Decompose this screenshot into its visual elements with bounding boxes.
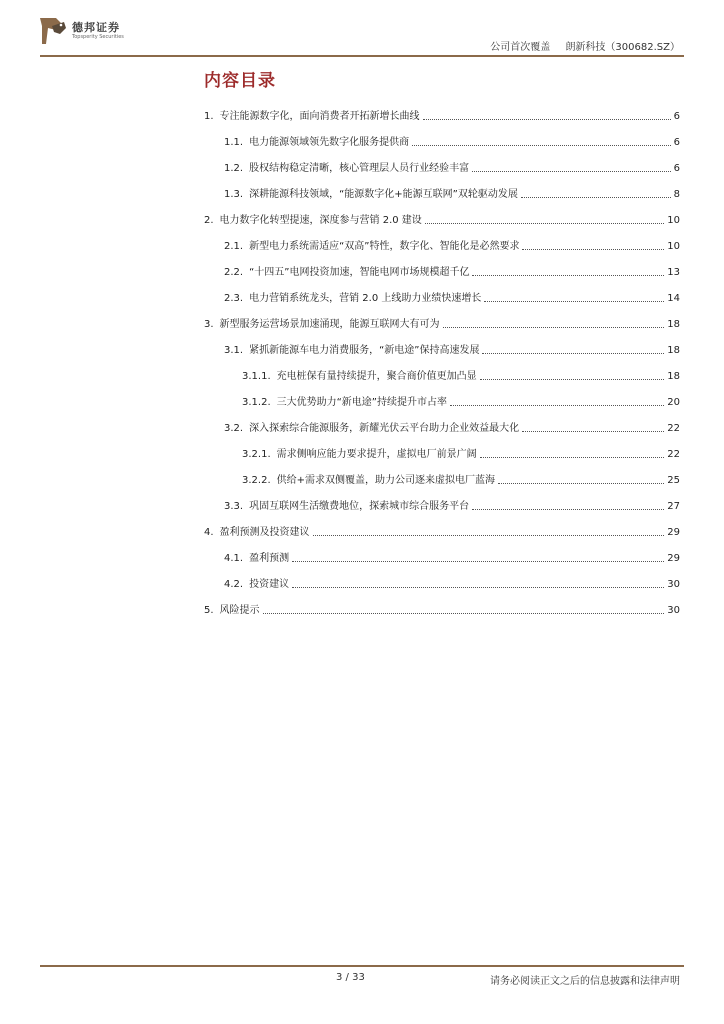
toc-entry[interactable] <box>224 159 680 175</box>
toc-page: 27 <box>667 501 680 512</box>
toc-title: 内容目录 <box>204 71 276 91</box>
toc-text: 盈利预测及投资建议 <box>219 527 310 538</box>
toc-text: 深耕能源科技领域，“能源数字化+能源互联网”双轮驱动发展 <box>249 189 518 200</box>
toc-text: 风险提示 <box>219 605 260 616</box>
toc-page: 22 <box>667 423 680 434</box>
toc-page: 20 <box>667 397 680 408</box>
toc-page: 6 <box>673 137 680 148</box>
company-ticker: 朗新科技（300682.SZ） <box>565 42 680 53</box>
toc-number: 3.1. <box>224 345 244 356</box>
toc-entry[interactable] <box>224 263 680 279</box>
toc-text: 专注能源数字化，面向消费者开拓新增长曲线 <box>219 111 420 122</box>
toc-text: 深入探索综合能源服务，新耀光伏云平台助力企业效益最大化 <box>249 423 520 434</box>
toc-text: 投资建议 <box>249 579 290 590</box>
toc-page: 14 <box>667 293 680 304</box>
toc-page: 18 <box>667 345 680 356</box>
toc-text: 巩固互联网生活缴费地位，探索城市综合服务平台 <box>249 501 470 512</box>
toc-text: 充电桩保有量持续提升，聚合商价值更加凸显 <box>276 371 477 382</box>
toc-entry[interactable] <box>204 315 680 331</box>
toc-entry[interactable] <box>204 211 680 227</box>
toc-entry[interactable] <box>224 549 680 565</box>
toc-number: 2.1. <box>224 241 244 252</box>
toc-number: 3.2.1. <box>242 449 271 460</box>
toc-page: 22 <box>667 449 680 460</box>
toc-text: 电力数字化转型提速，深度参与营销 2.0 建设 <box>219 215 422 226</box>
toc-page: 10 <box>667 241 680 252</box>
leader-dots <box>521 197 671 198</box>
toc-page: 8 <box>673 189 680 200</box>
topsperity-logo-icon <box>38 14 68 48</box>
toc-text: 新型服务运营场景加速涌现，能源互联网大有可为 <box>219 319 440 330</box>
toc-entry[interactable] <box>224 575 680 591</box>
toc-page: 30 <box>667 579 680 590</box>
footer-disclaimer: 请务必阅读正文之后的信息披露和法律声明 <box>490 976 680 987</box>
toc-page: 29 <box>667 527 680 538</box>
toc-number: 4.1. <box>224 553 244 564</box>
toc-page: 6 <box>673 111 680 122</box>
toc-page: 29 <box>667 553 680 564</box>
toc-entry[interactable] <box>224 289 680 305</box>
toc-number: 2.3. <box>224 293 244 304</box>
toc-page: 10 <box>667 215 680 226</box>
toc-entry[interactable] <box>204 107 680 123</box>
leader-dots <box>425 223 664 224</box>
page-indicator: 3 / 33 <box>336 972 365 983</box>
footer-divider <box>40 965 684 967</box>
toc-text: 三大优势助力“新电途”持续提升市占率 <box>276 397 447 408</box>
logo-english-name: Topsperity Securities <box>72 34 124 40</box>
report-header <box>490 38 680 53</box>
toc-entry[interactable] <box>224 133 680 149</box>
toc-number: 3.1.1. <box>242 371 271 382</box>
leader-dots <box>482 353 664 354</box>
toc-text: “十四五”电网投资加速，智能电网市场规模超千亿 <box>249 267 470 278</box>
leader-dots <box>450 405 664 406</box>
toc-entry[interactable] <box>224 341 680 357</box>
leader-dots <box>292 587 664 588</box>
toc-page: 6 <box>673 163 680 174</box>
toc-number: 3. <box>204 319 214 330</box>
toc-entry[interactable] <box>224 497 680 513</box>
leader-dots <box>522 431 664 432</box>
leader-dots <box>263 613 665 614</box>
leader-dots <box>313 535 665 536</box>
leader-dots <box>522 249 664 250</box>
toc-page: 18 <box>667 371 680 382</box>
toc-text: 供给+需求双侧覆盖，助力公司逐来虚拟电厂蓝海 <box>276 475 496 486</box>
toc-entry[interactable] <box>242 471 680 487</box>
toc-entry[interactable] <box>242 393 680 409</box>
toc-number: 2.2. <box>224 267 244 278</box>
toc-number: 1.1. <box>224 137 244 148</box>
toc-text: 股权结构稳定清晰，核心管理层人员行业经验丰富 <box>249 163 470 174</box>
toc-entry[interactable] <box>204 601 680 617</box>
leader-dots <box>480 457 665 458</box>
toc-number: 5. <box>204 605 214 616</box>
leader-dots <box>480 379 665 380</box>
leader-dots <box>472 509 664 510</box>
toc-page: 13 <box>667 267 680 278</box>
toc-entry[interactable] <box>224 419 680 435</box>
toc-entry[interactable] <box>224 185 680 201</box>
toc-text: 电力营销系统龙头，营销 2.0 上线助力业绩快速增长 <box>249 293 482 304</box>
toc-entry[interactable] <box>242 367 680 383</box>
toc-page: 18 <box>667 319 680 330</box>
toc-text: 紧抓新能源车电力消费服务，“新电途”保持高速发展 <box>249 345 480 356</box>
leader-dots <box>472 171 671 172</box>
toc-number: 3.2.2. <box>242 475 271 486</box>
toc-text: 盈利预测 <box>249 553 290 564</box>
leader-dots <box>423 119 671 120</box>
toc-number: 3.3. <box>224 501 244 512</box>
toc-number: 4.2. <box>224 579 244 590</box>
toc-number: 1. <box>204 111 214 122</box>
toc-page: 25 <box>667 475 680 486</box>
toc-page: 30 <box>667 605 680 616</box>
toc-text: 需求侧响应能力要求提升，虚拟电厂前景广阔 <box>276 449 477 460</box>
toc-text: 新型电力系统需适应“双高”特性，数字化、智能化是必然要求 <box>249 241 520 252</box>
toc-number: 3.1.2. <box>242 397 271 408</box>
toc-number: 1.2. <box>224 163 244 174</box>
toc-number: 1.3. <box>224 189 244 200</box>
toc-entry[interactable] <box>242 445 680 461</box>
leader-dots <box>292 561 664 562</box>
report-type: 公司首次覆盖 <box>490 42 551 53</box>
leader-dots <box>443 327 665 328</box>
leader-dots <box>498 483 664 484</box>
toc-number: 3.2. <box>224 423 244 434</box>
leader-dots <box>472 275 664 276</box>
toc-number: 2. <box>204 215 214 226</box>
header-divider <box>40 55 684 57</box>
toc-text: 电力能源领域领先数字化服务提供商 <box>249 137 410 148</box>
logo-chinese-name: 德邦证券 <box>72 21 120 34</box>
toc-entry[interactable] <box>224 237 680 253</box>
leader-dots <box>412 145 671 146</box>
leader-dots <box>484 301 664 302</box>
toc-entry[interactable] <box>204 523 680 539</box>
company-logo <box>38 14 124 48</box>
toc-number: 4. <box>204 527 214 538</box>
